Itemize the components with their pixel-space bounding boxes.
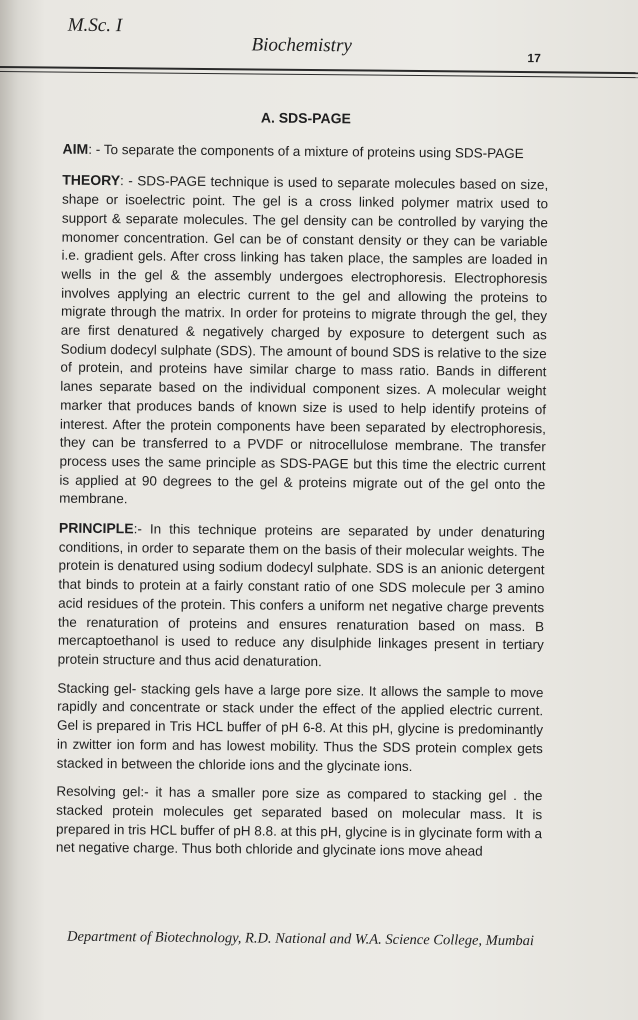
page-body (56, 107, 549, 873)
theory-text: : - SDS-PAGE technique is used to separate molecules based on size, shape or isoelectric point. The gel is a cross linked polymer matrix used to support & separate molecules. The gel density can be controlled by varying the monomer concentration. Gel can be of constant density or they can be variable i.e. gradient gels. After cross linking has taken place, the samples are loaded in wells in the gel & the assembly undergoes electrophoresis. Electrophoresis involves applying an electric current to the gel and allowing the proteins to migrate through the matrix. In order for proteins to migrate through the gel, they are first denatured & negatively charged by exposure to detergent such as Sodium dodecyl sulphate (SDS). The amount of bound SDS is relative to the size of protein, and proteins have similar charge to mass ratio. Bands in different lanes separate based on the individual component sizes. A molecular weight marker that produces bands of known size is used to help identify proteins of interest. After the protein components have been separated by electrophoresis, they can be transferred to a PVDF or nitrocellulose membrane. The transfer process uses the same principle as SDS-PAGE but this time the electric current is applied at 90 degrees to the gel & proteins migrate out of the gel onto the membrane. (59, 173, 549, 507)
theory-label: THEORY (62, 172, 121, 189)
theory-paragraph (59, 171, 548, 513)
aim-paragraph (62, 139, 548, 163)
stacking-gel-paragraph: Stacking gel- stacking gels have a large pore size. It allows the sample to move rapidly and concentrate or stack under the effect of the applied electric current. Gel is prepared in Tris HCL buffer of pH 6-8. At this pH, glycine is predominantly in zwitter ion form and has lowest mobility. Thus the SDS protein complex gets stacked in between the chloride ions and the glycinate ions. (56, 680, 544, 774)
principle-text: :- In this technique proteins are separated by under denaturing conditions, in order to separate them on the basis of their molecular weights. The protein is denatured using sodium dodecyl sulphate. SDS is an anionic detergent that binds to protein at a fairly constant ratio of one SDS molecule per 3 amino acid residues of the protein. This confers a uniform net negative charge prevents the renaturation of proteins and ensures renaturation based on mass. B mercaptoethanol is used to reduce any disulphide linkages present in tertiary protein structure and thus acid denaturation. (57, 521, 545, 670)
aim-text: : - To separate the components of a mixture of proteins using SDS-PAGE (88, 141, 524, 161)
subject-title: Biochemistry (251, 34, 352, 57)
resolving-gel-paragraph: Resolving gel:- it has a smaller pore size as compared to stacking gel . the stacked protein molecules get separated based on molecular mass. It is prepared in tris HCL buffer of pH 8.8. at this pH, glycine is in glycinate form with a net negative charge. Thus both chloride and glycinate ions move ahead (55, 783, 543, 859)
aim-label: AIM (62, 140, 89, 157)
course-label: M.Sc. I (67, 14, 123, 37)
section-title: A. SDS-PAGE (260, 109, 351, 127)
principle-paragraph (58, 519, 545, 674)
footer-department: Department of Biotechnology, R.D. National and W.A. Science College, Mumbai (66, 928, 535, 950)
page-number: 17 (527, 51, 541, 66)
principle-label: PRINCIPLE (58, 519, 134, 537)
